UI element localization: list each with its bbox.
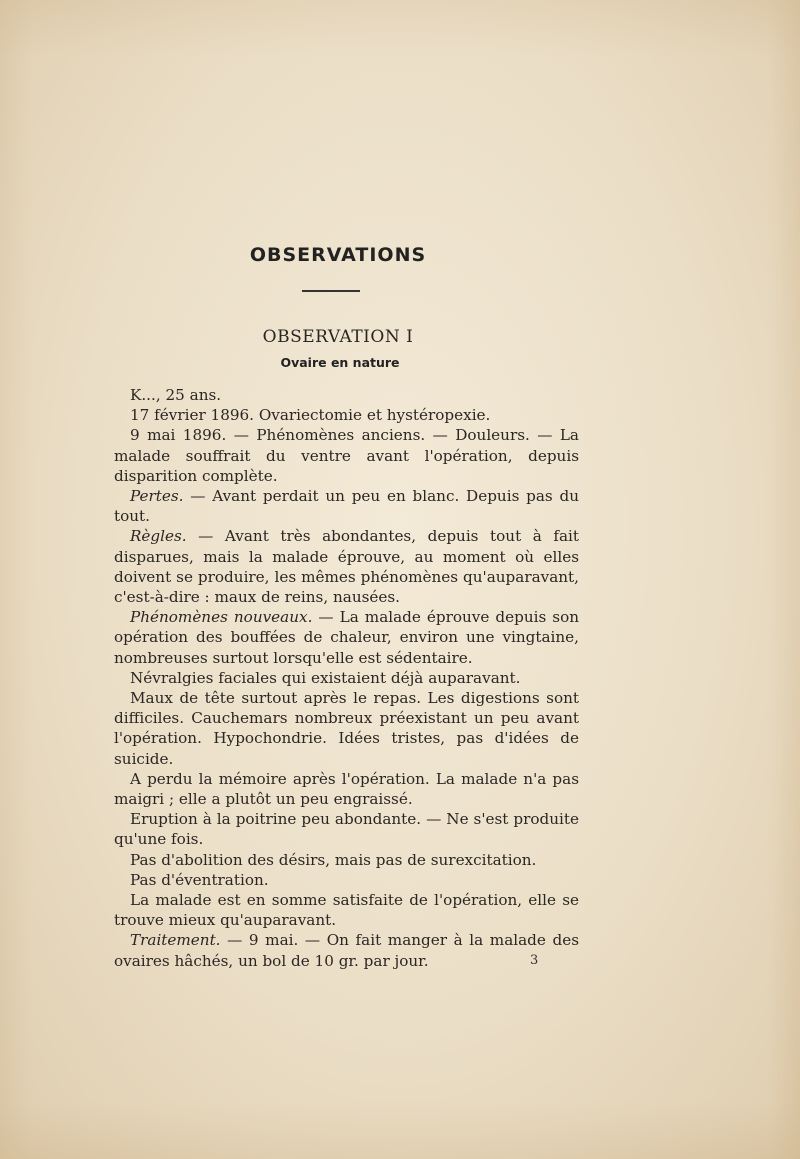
paragraph: 17 février 1896. Ovariectomie et hystéropexie.: [130, 406, 491, 425]
paragraph: Maux de tête surtout après le repas. Les digestions sont difficiles. Cauchemars nombreux préexistant un peu avant l'opération. Hypochondrie. Idées tristes, pas d'idées de suicide.: [114, 689, 579, 768]
paragraph: Névralgies faciales qui existaient déjà auparavant.: [130, 668, 521, 687]
paragraph: K..., 25 ans.: [130, 386, 222, 404]
paragraph: Phénomènes nouveaux. — La malade éprouve depuis son opération des bouffées de chaleur, environ une vingtaine, nombreuses surtout lorsqu'elle est sédentaire.: [114, 608, 580, 667]
paragraph: A perdu la mémoire après l'opération. La malade n'a pas maigri ; elle a plutôt un peu engraissé.: [114, 769, 579, 809]
paragraph: 9 mai 1896. — Phénomènes anciens. — Douleurs. — La malade souffrait du ventre avant l'opération, depuis disparition complète.: [114, 426, 579, 485]
paragraph: Règles. — Avant très abondantes, depuis tout à fait disparues, mais la malade éprouve, au moment où elles doivent se produire, les mêmes phénomènes qu'auparavant, c'est-à-dire : maux de reins, nausées.: [114, 527, 579, 607]
paragraph: Pertes. — Avant perdait un peu en blanc. Depuis pas du tout.: [114, 487, 579, 526]
page-number: 3: [530, 953, 539, 968]
title-divider: [302, 290, 360, 292]
observation-heading: OBSERVATION I: [262, 327, 414, 347]
paragraph: La malade est en somme satisfaite de l'opération, elle se trouve mieux qu'auparavant.: [114, 891, 579, 930]
observation-body: [114, 385, 579, 971]
section-title: OBSERVATIONS: [249, 244, 427, 266]
paragraph: Pas d'abolition des désirs, mais pas de surexcitation.: [130, 850, 537, 869]
paragraph: Pas d'éventration.: [130, 870, 269, 889]
observation-subtitle: Ovaire en nature: [280, 355, 400, 370]
paragraph: Eruption à la poitrine peu abondante. — Ne s'est produite qu'une fois.: [114, 810, 579, 849]
paragraph: Traitement. — 9 mai. — On fait manger à la malade des ovaires hâchés, un bol de 10 gr. par jour.: [114, 931, 579, 970]
